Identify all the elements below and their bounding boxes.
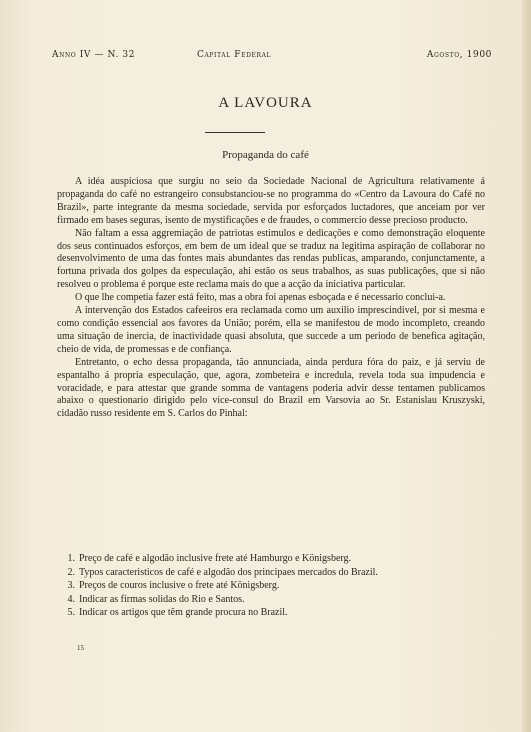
paragraph: O que lhe competia fazer está feito, mas a obra foi apenas esboçada e é necessario conclui-a. <box>75 292 446 304</box>
article-subtitle: Propaganda do café <box>222 149 309 161</box>
paragraph: A intervenção dos Estados cafeeiros era reclamada como um auxilio imprescindivel, por si mesma e como condição essencial aos favores da União; porém, ella se manifestou de modo incompleto, creando uma situação de inercia, de inactividade quasi absoluta, que succede a um periodo de benefica agitação, cheio de vida, de promessas e de confiança. <box>57 305 485 355</box>
header-date: Agosto, 1900 <box>426 50 492 60</box>
list-item-number: 5. <box>67 607 75 618</box>
paragraph: A idéa auspiciosa que surgiu no seio da Sociedade Nacional de Agricultura relativamente á propaganda do café no estrangeiro consubstanciou-se no programma do «Centro da Lavoura do Café no Brazil», parte integrante da mesma sociedade, servida por esforçados luctadores, que anceiam por ver firmado em bases seguras, isento de mystificações e de fraudes, o commercio desse precioso producto. <box>57 176 485 226</box>
article-body <box>57 176 485 421</box>
page-number: 15 <box>77 644 84 652</box>
page-title: A LAVOURA <box>218 95 313 111</box>
list-item <box>57 594 485 607</box>
paragraph: Entretanto, o echo dessa propaganda, tão annunciada, ainda perdura fóra do paiz, e já serviu de espantalho á propria especulação, que, agora, zombeteira e incredula, revela toda sua impudencia e voracidade, e para attestar que grande somma de vantagens poderia advir desse tentamen publicamos abaixo o questionario dirigido pelo vice-consul do Brazil em Varsovia ao Sr. Estanislau Kruszyski, cidadão russo residente em S. Carlos do Pinhal: <box>57 356 485 420</box>
list-item-number: 2. <box>67 566 75 578</box>
list-item <box>57 553 485 566</box>
list-item <box>57 580 485 593</box>
list-item-text: Indicar as firmas solidas do Rio e Santos. <box>79 593 245 605</box>
questionnaire-list <box>57 553 485 621</box>
paragraph: Não faltam a essa aggremiação de patriotas estimulos e dedicações e como demonstração eloquente dos seus continuados esforços, em bem de um ideal que se traduz na legitima aspiração de collaborar no desenvolvimento de uma das fontes mais abundantes das rendas publicas, amparando, conjunctamente, a fortuna privada dos golpes da especulação, ahi estão os seus trabalhos, as suas publicações, que si não resolveu o problema é porque este reclama mais do que a acção da iniciativa particular. <box>57 227 485 291</box>
title-divider <box>205 132 265 133</box>
list-item-text: Preços de couros inclusive o frete até Königsberg. <box>79 580 280 591</box>
list-item <box>57 567 485 580</box>
list-item-text: Typos caracteristicos de café e algodão dos principaes mercados do Brazil. <box>79 566 378 578</box>
running-header <box>52 50 492 64</box>
list-item-text: Preço de café e algodão inclusive frete até Hamburgo e Königsberg. <box>79 553 352 564</box>
list-item-text: Indicar os artigos que têm grande procura no Brazil. <box>79 607 288 618</box>
list-item-number: 3. <box>67 580 75 591</box>
list-item-number: 1. <box>67 553 75 564</box>
list-item-number: 4. <box>67 593 75 605</box>
header-place: Capital Federal <box>197 50 272 60</box>
header-issue: Anno IV — N. 32 <box>52 50 136 60</box>
list-item <box>57 607 485 620</box>
